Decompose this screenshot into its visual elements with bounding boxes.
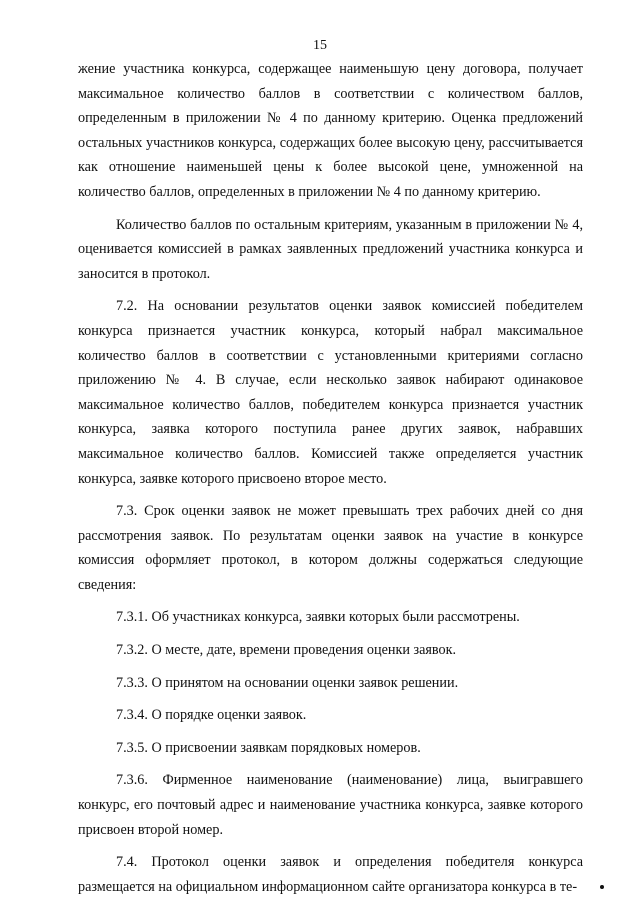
document-body [78,57,583,907]
paragraph-7-3-6: 7.3.6. Фирменное наименование (наименование) лица, выигравшего конкурс, его почтовый адрес и наименование участника конкурса, заявке которого присвоен второй номер. [78,772,583,838]
paragraph-7-3-5: 7.3.5. О присвоении заявкам порядковых номеров. [116,739,421,756]
paragraph-7-3-1: 7.3.1. Об участниках конкурса, заявки которых были рассмотрены. [116,609,520,626]
paragraph-continuation: жение участника конкурса, содержащее наименьшую цену договора, получает максимальное количество баллов в соответствии с количеством баллов, определенным в приложении № 4 по данному критерию. Оценка предложений остальных участников конкурса, содержащих более высокую цену, рассчитывается как отношение наименьшей цены к более высокой цене, умноженной на количество баллов, определенных в приложении № 4 по данному критерию. [78,61,583,200]
page-number: 15 [313,38,327,53]
paragraph-remaining-criteria: Количество баллов по остальным критериям, указанным в приложении № 4, оценивается комиссией в рамках заявленных предложений участника конкурса и заносится в протокол. [78,216,583,282]
paragraph-7-3-2: 7.3.2. О месте, дате, времени проведения оценки заявок. [116,642,457,659]
scan-speck [600,885,604,889]
paragraph-7-3: 7.3. Срок оценки заявок не может превышать трех рабочих дней со дня рассмотрения заявок. По результатам оценки заявок на участие в конкурсе комиссия оформляет протокол, в котором должны содержаться следующие сведения: [78,503,583,593]
paragraph-7-3-3: 7.3.3. О принятом на основании оценки заявок решении. [116,674,459,691]
paragraph-7-4: 7.4. Протокол оценки заявок и определения победителя конкурса размещается на официальном информационном сайте организатора конкурса в те- [78,854,583,895]
paragraph-7-3-4: 7.3.4. О порядке оценки заявок. [116,707,307,724]
paragraph-7-2: 7.2. На основании результатов оценки заявок комиссией победителем конкурса признается участник конкурса, который набрал максимальное количество баллов в соответствии с установленными критериями согласно приложению № 4. В случае, если несколько заявок набирают одинаковое максимальное количество баллов, победителем конкурса признается участник конкурса, заявка которого поступила ранее других заявок, набравших максимальное количество баллов. Комиссией также определяется участник конкурса, заявке которого присвоено второе место. [78,298,583,487]
